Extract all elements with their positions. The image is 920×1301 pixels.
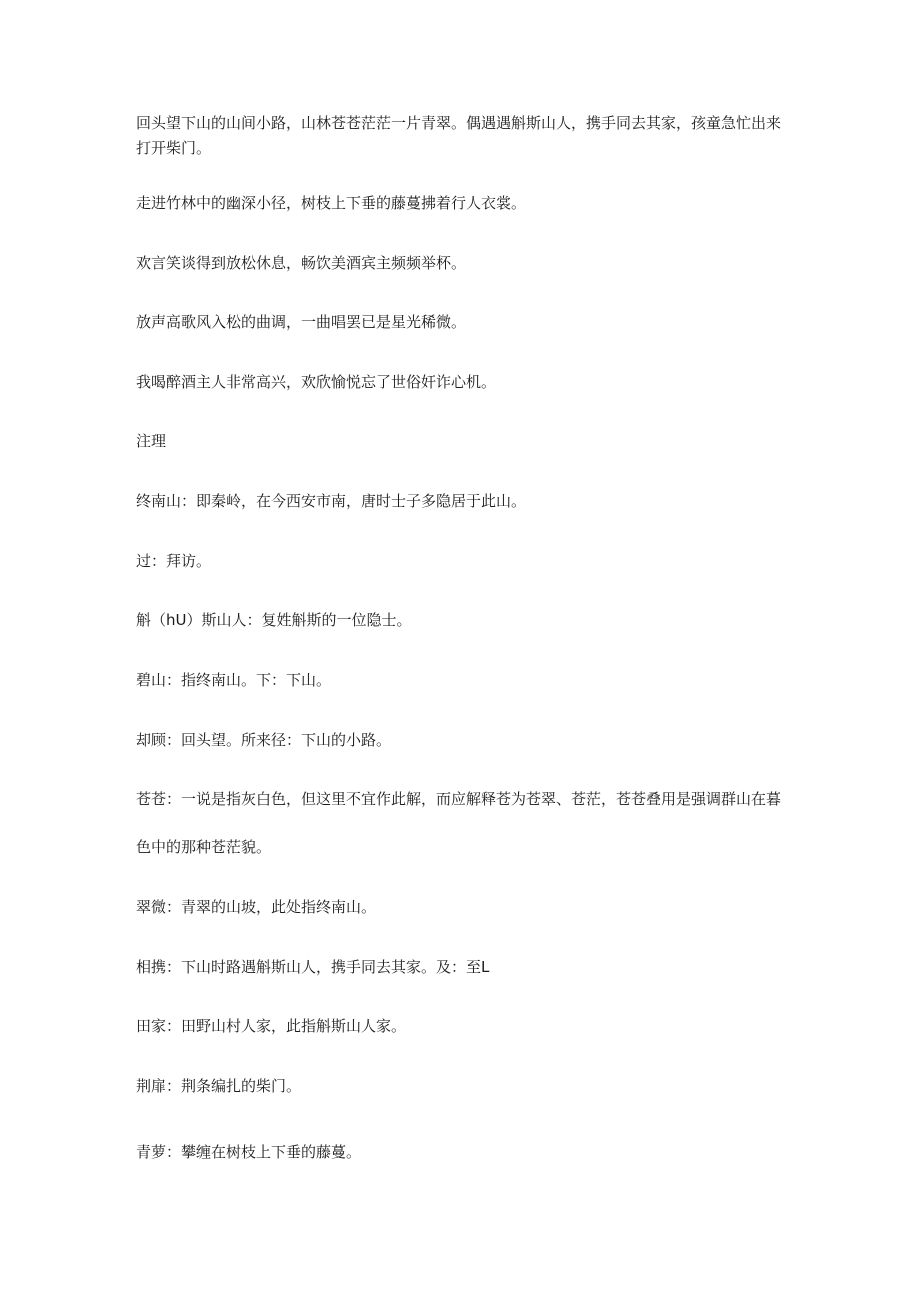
- note-xiangxie: 相携：下山时路遇斛斯山人，携手同去其家。及：至L: [136, 958, 490, 976]
- note-cangcang-line-1: 苍苍：一说是指灰白色，但这里不宜作此解，而应解释苍为苍翠、苍茫，苍苍叠用是强调群山在暮: [136, 790, 782, 808]
- note-quegu: 却顾：回头望。所来径：下山的小路。: [136, 731, 392, 749]
- translation-paragraph-2: 走进竹林中的幽深小径，树枝上下垂的藤蔓拂着行人衣裳。: [136, 194, 527, 212]
- notes-heading: 注理: [136, 432, 167, 450]
- translation-paragraph-4: 放声高歌风入松的曲调，一曲唱罢已是星光稀微。: [136, 313, 467, 331]
- note-guo: 过：拜访。: [136, 552, 212, 570]
- note-bishan: 碧山：指终南山。下：下山。: [136, 671, 332, 689]
- note-husi-shanren: 斛（hU）斯山人：复姓斛斯的一位隐士。: [136, 611, 412, 629]
- note-tianjia: 田家：田野山村人家，此指斛斯山人家。: [136, 1017, 407, 1035]
- note-cuiwei: 翠微：青翠的山坡，此处指终南山。: [136, 898, 377, 916]
- translation-paragraph-5: 我喝醉酒主人非常高兴，欢欣愉悦忘了世俗奸诈心机。: [136, 373, 497, 391]
- note-jingfei: 荆扉：荆条编扎的柴门。: [136, 1077, 302, 1095]
- note-qingluo: 青萝：攀缠在树枝上下垂的藤蔓。: [136, 1143, 362, 1161]
- translation-paragraph-3: 欢言笑谈得到放松休息，畅饮美酒宾主频频举杯。: [136, 254, 467, 272]
- note-cangcang-line-2: 色中的那种苍茫貌。: [136, 838, 272, 856]
- translation-paragraph-1-line-1: 回头望下山的山间小路，山林苍苍茫茫一片青翠。偶遇遇斛斯山人，携手同去其家，孩童急忙出来: [136, 114, 782, 132]
- translation-paragraph-1-line-2: 打开柴门。: [136, 139, 212, 157]
- note-zhongnanshan: 终南山：即秦岭，在今西安市南，唐时士子多隐居于此山。: [136, 492, 527, 510]
